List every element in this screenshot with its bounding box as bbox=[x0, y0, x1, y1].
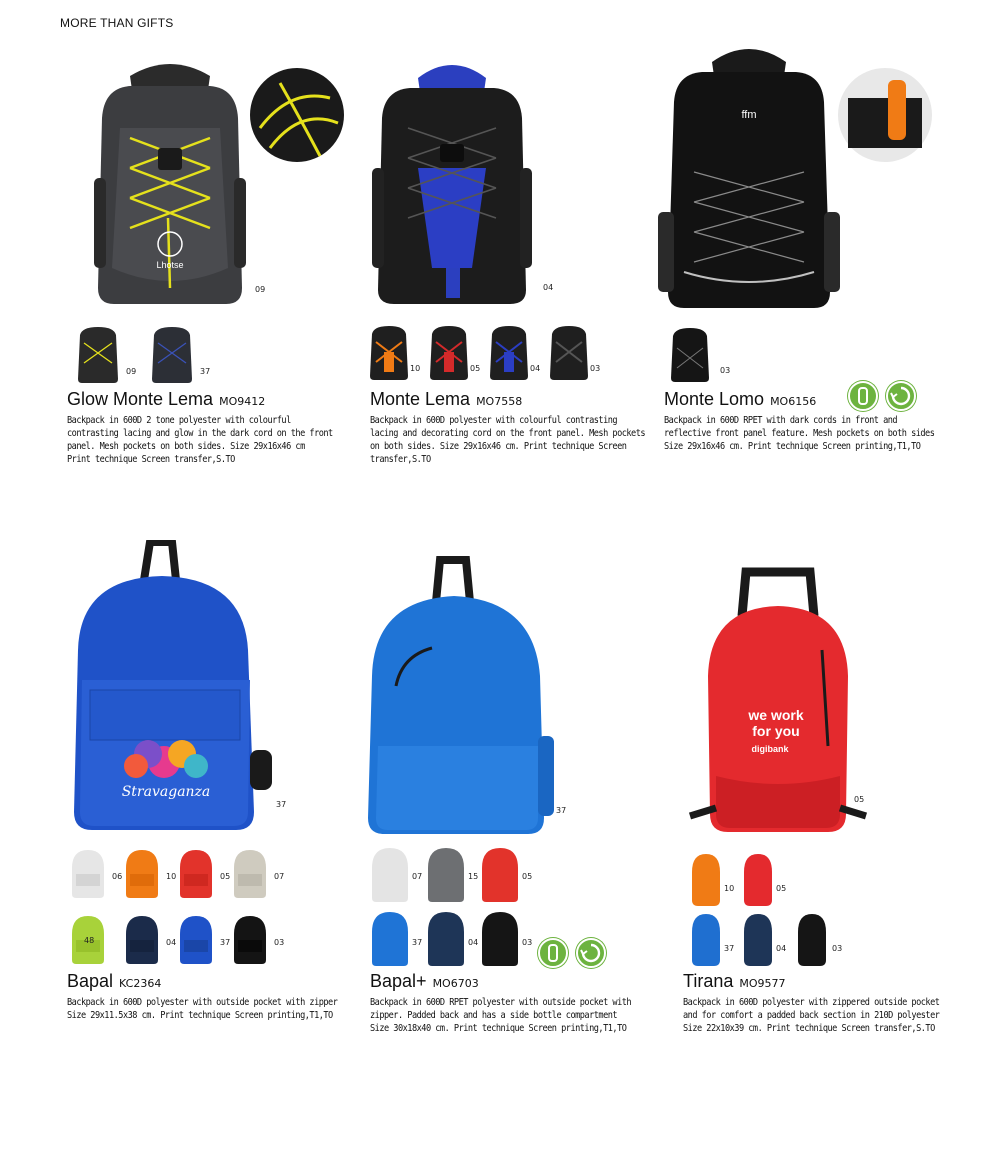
variant-code: 05 bbox=[776, 884, 787, 893]
product-name: Bapal+ bbox=[370, 971, 427, 991]
product-title bbox=[370, 389, 522, 410]
glow-detail-image bbox=[250, 68, 344, 162]
variant-code: 03 bbox=[590, 364, 601, 373]
backpack-image bbox=[362, 556, 558, 838]
variant-code: 04 bbox=[530, 364, 541, 373]
recycled-bottle-icon bbox=[848, 381, 878, 411]
main-color-code: 37 bbox=[276, 800, 287, 809]
variant-code: 37 bbox=[412, 938, 423, 947]
variant-swatch[interactable] bbox=[230, 912, 285, 971]
description-line: Backpack in 600D RPET with dark cords in front and bbox=[664, 415, 898, 426]
bottle-pocket-detail-image bbox=[838, 68, 932, 162]
variant-swatch[interactable] bbox=[122, 912, 177, 971]
product-name: Bapal bbox=[67, 971, 114, 991]
lhotse-logo-text: Lhotse bbox=[156, 260, 184, 270]
product-name: Glow Monte Lema bbox=[67, 389, 214, 409]
product-description bbox=[370, 996, 645, 1035]
stravaganza-logo-text: Stravaganza bbox=[121, 784, 211, 800]
product-code: MO7558 bbox=[476, 395, 523, 408]
description-line: Backpack in 600D polyester with outside pocket with zipper bbox=[67, 997, 338, 1008]
variant-swatch[interactable] bbox=[667, 324, 713, 389]
variant-swatch[interactable] bbox=[122, 846, 177, 905]
recycle-icon bbox=[886, 381, 916, 411]
variant-code: 09 bbox=[126, 367, 137, 376]
variant-code: 15 bbox=[468, 872, 479, 881]
variant-code: 37 bbox=[200, 367, 211, 376]
variant-code: 03 bbox=[832, 944, 843, 953]
product-description bbox=[370, 414, 645, 466]
variant-code: 10 bbox=[166, 872, 177, 881]
main-color-code: 09 bbox=[255, 285, 266, 294]
product-description bbox=[67, 414, 342, 466]
variant-code: 03 bbox=[274, 938, 285, 947]
variant-code: 05 bbox=[522, 872, 533, 881]
variant-code: 37 bbox=[724, 944, 735, 953]
product-description bbox=[683, 996, 958, 1035]
variant-swatch[interactable] bbox=[368, 844, 423, 909]
variant-code: 07 bbox=[412, 872, 423, 881]
variant-code: 10 bbox=[724, 884, 735, 893]
logo-line: we work bbox=[748, 707, 804, 723]
backpack-image bbox=[654, 42, 844, 312]
product-name: Monte Lomo bbox=[664, 389, 765, 409]
description-line: and for comfort a padded back section in 210D polyester bbox=[683, 1010, 940, 1021]
description-line: reflective front panel feature. Mesh pockets on both sides bbox=[664, 428, 935, 439]
variant-swatch[interactable] bbox=[368, 908, 423, 973]
main-color-code: 03 bbox=[720, 366, 731, 375]
ffm-logo-text: ffm bbox=[741, 109, 757, 121]
recycled-bottle-icon bbox=[538, 938, 568, 968]
variant-code: 37 bbox=[220, 938, 231, 947]
description-line: Size 30x18x40 cm. Print technique Screen printing,T1,TO bbox=[370, 1023, 627, 1034]
description-line: Size 29x16x46 cm. Print technique Screen printing,T1,TO bbox=[664, 441, 921, 452]
variant-code: 05 bbox=[220, 872, 231, 881]
product-title bbox=[67, 389, 265, 410]
description-line: Backpack in 600D 2 tone polyester with colourful bbox=[67, 415, 291, 426]
description-line: contrasting lacing and glow in the dark cord on the front bbox=[67, 428, 333, 439]
product-name: Tirana bbox=[683, 971, 734, 991]
product-code: MO6156 bbox=[770, 395, 817, 408]
variant-swatch[interactable] bbox=[740, 850, 787, 913]
variant-swatch[interactable] bbox=[68, 912, 108, 971]
description-line: Backpack in 600D polyester with zippered outside pocket bbox=[683, 997, 940, 1008]
product-title bbox=[370, 971, 479, 992]
description-line: transfer,S.TO bbox=[370, 454, 431, 465]
product-code: MO6703 bbox=[432, 977, 479, 990]
product-code: KC2364 bbox=[119, 977, 162, 990]
variant-swatch[interactable] bbox=[546, 322, 601, 387]
logo-line: for you bbox=[752, 723, 800, 739]
variant-swatch[interactable] bbox=[230, 846, 285, 905]
description-line: zipper. Padded back and has a side bottle compartment bbox=[370, 1010, 618, 1021]
main-color-code: 05 bbox=[854, 795, 865, 804]
description-line: lacing and decorating cord on the front panel. Mesh pockets bbox=[370, 428, 646, 439]
product-description bbox=[664, 414, 939, 453]
variant-swatch[interactable] bbox=[426, 322, 481, 387]
variant-code: 03 bbox=[522, 938, 533, 947]
description-line: Size 29x11.5x38 cm. Print technique Screen printing,T1,TO bbox=[67, 1010, 333, 1021]
variant-swatch[interactable] bbox=[72, 323, 137, 390]
variant-swatch[interactable] bbox=[688, 910, 735, 973]
variant-code: 05 bbox=[470, 364, 481, 373]
product-code: MO9412 bbox=[219, 395, 266, 408]
variant-code: 10 bbox=[410, 364, 421, 373]
main-color-code: 37 bbox=[556, 806, 567, 815]
description-line: panel. Mesh pockets on both sides. Size 29x16x46 cm bbox=[67, 441, 305, 452]
variant-code: 07 bbox=[274, 872, 285, 881]
variant-swatch[interactable] bbox=[740, 910, 787, 973]
product-name: Monte Lema bbox=[370, 389, 471, 409]
variant-swatch[interactable] bbox=[424, 844, 479, 909]
product-description bbox=[67, 996, 359, 1022]
variant-swatch[interactable] bbox=[478, 908, 533, 973]
variant-code: 06 bbox=[112, 872, 123, 881]
variant-swatch[interactable] bbox=[794, 910, 843, 973]
variant-swatch[interactable] bbox=[486, 322, 541, 387]
product-title bbox=[664, 389, 816, 410]
variant-swatch[interactable] bbox=[424, 908, 479, 973]
product-code: MO9577 bbox=[739, 977, 786, 990]
backpack-image bbox=[368, 58, 536, 308]
main-color-code: 04 bbox=[543, 283, 554, 292]
recycle-icon bbox=[576, 938, 606, 968]
variant-swatch[interactable] bbox=[176, 912, 231, 971]
variant-swatch[interactable] bbox=[176, 846, 231, 905]
variant-swatch[interactable] bbox=[688, 850, 735, 913]
description-line: Backpack in 600D polyester with colourful contrasting bbox=[370, 415, 618, 426]
variant-code: 04 bbox=[166, 938, 177, 947]
variant-swatch[interactable] bbox=[478, 844, 533, 909]
description-line: on both sides. Size 29x16x46 cm. Print technique Screen bbox=[370, 441, 627, 452]
variant-swatch[interactable] bbox=[146, 323, 211, 390]
product-title bbox=[67, 971, 161, 992]
variant-code: 04 bbox=[468, 938, 479, 947]
digibank-logo-text: digibank bbox=[751, 744, 789, 754]
description-line: Size 22x10x39 cm. Print technique Screen transfer,S.TO bbox=[683, 1023, 935, 1034]
description-line: Print technique Screen transfer,S.TO bbox=[67, 454, 235, 465]
catalog-header: MORE THAN GIFTS bbox=[60, 16, 174, 30]
backpack-image bbox=[686, 566, 870, 840]
product-title bbox=[683, 971, 786, 992]
description-line: Backpack in 600D RPET polyester with outside pocket with bbox=[370, 997, 632, 1008]
variant-code: 04 bbox=[776, 944, 787, 953]
variant-swatch[interactable] bbox=[366, 322, 421, 387]
variant-swatch[interactable] bbox=[68, 846, 123, 905]
variant-code: 48 bbox=[84, 936, 95, 945]
backpack-image bbox=[90, 58, 250, 308]
backpack-image bbox=[64, 540, 276, 835]
